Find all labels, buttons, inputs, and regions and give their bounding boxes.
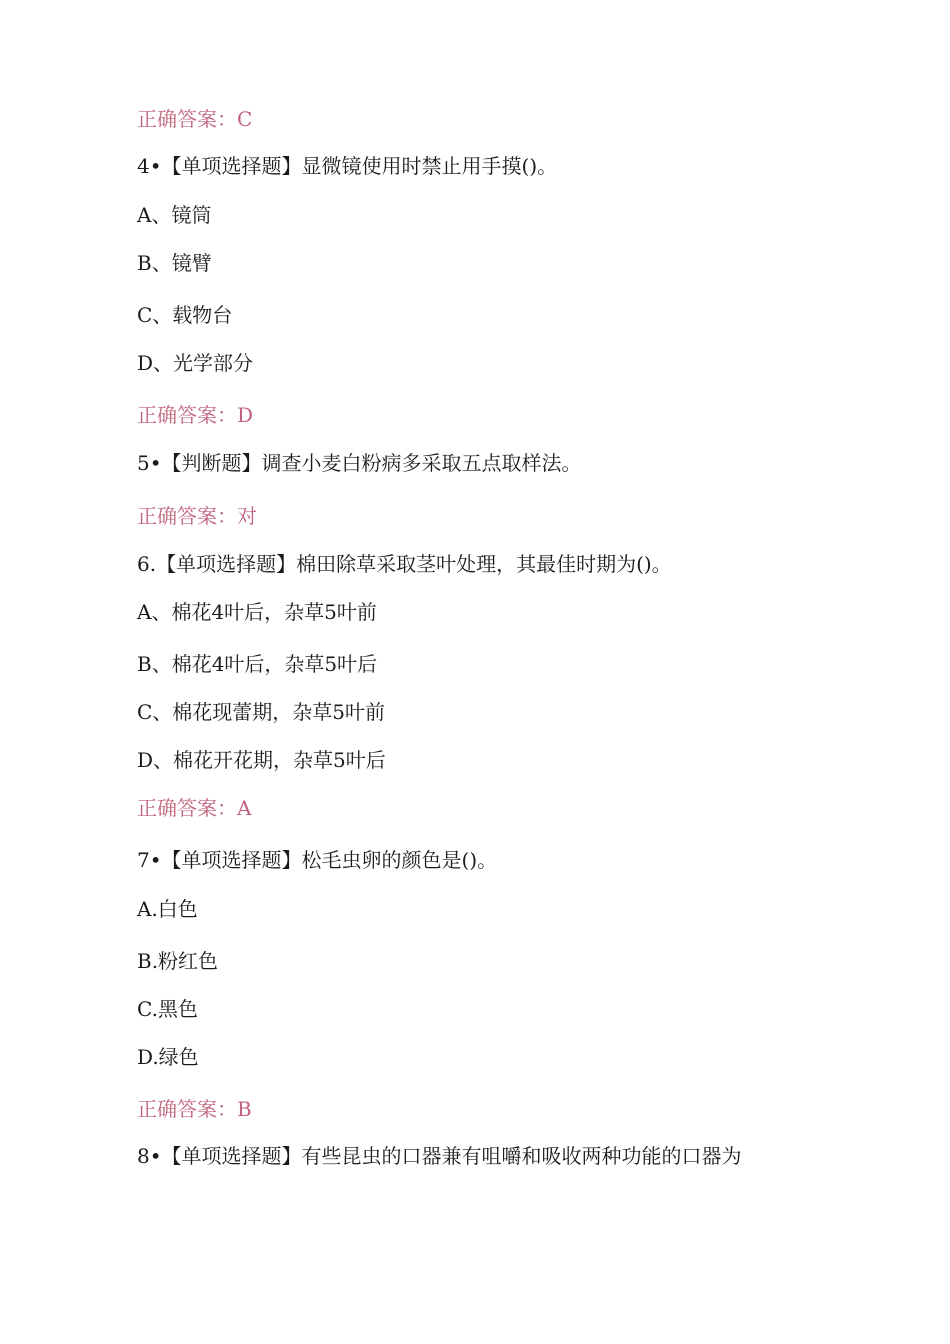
- answer-label: 正确答案：: [137, 403, 237, 427]
- answer-value: A: [237, 796, 252, 820]
- question-title: 8•【单项选择题】有些昆虫的口器兼有咀嚼和吸收两种功能的口器为: [137, 1144, 742, 1168]
- answer-line: [137, 1096, 252, 1122]
- option-item: A、镜筒: [137, 203, 212, 227]
- question-title: 4•【单项选择题】显微镜使用时禁止用手摸()。: [137, 154, 558, 178]
- option-item: C、载物台: [137, 303, 233, 327]
- question-title: 5•【判断题】调查小麦白粉病多采取五点取样法。: [137, 451, 582, 475]
- question-title: 7•【单项选择题】松毛虫卵的颜色是()。: [137, 848, 498, 872]
- question-title: 6.【单项选择题】棉田除草采取茎叶处理，其最佳时期为()。: [137, 552, 672, 576]
- answer-line: [137, 402, 253, 428]
- option-item: D、光学部分: [137, 351, 254, 375]
- option-item: A.白色: [137, 897, 198, 921]
- answer-label: 正确答案：: [137, 796, 237, 820]
- answer-value: B: [237, 1097, 252, 1121]
- answer-value: D: [237, 403, 254, 427]
- answer-line: [137, 503, 257, 529]
- answer-value: C: [237, 107, 253, 131]
- option-item: D.绿色: [137, 1045, 199, 1069]
- option-item: C、棉花现蕾期，杂草5叶前: [137, 700, 386, 724]
- option-item: B.粉红色: [137, 949, 219, 973]
- option-item: B、镜臂: [137, 251, 212, 275]
- answer-line: [137, 106, 252, 132]
- option-item: A、棉花4叶后，杂草5叶前: [137, 600, 377, 624]
- answer-label: 正确答案：: [137, 1097, 237, 1121]
- option-item: C.黑色: [137, 997, 198, 1021]
- option-item: D、棉花开花期，杂草5叶后: [137, 748, 386, 772]
- answer-label: 正确答案：: [137, 107, 237, 131]
- answer-label: 正确答案：: [137, 504, 237, 528]
- answer-value: 对: [237, 504, 257, 528]
- answer-line: [137, 795, 251, 821]
- option-item: B、棉花4叶后，杂草5叶后: [137, 652, 378, 676]
